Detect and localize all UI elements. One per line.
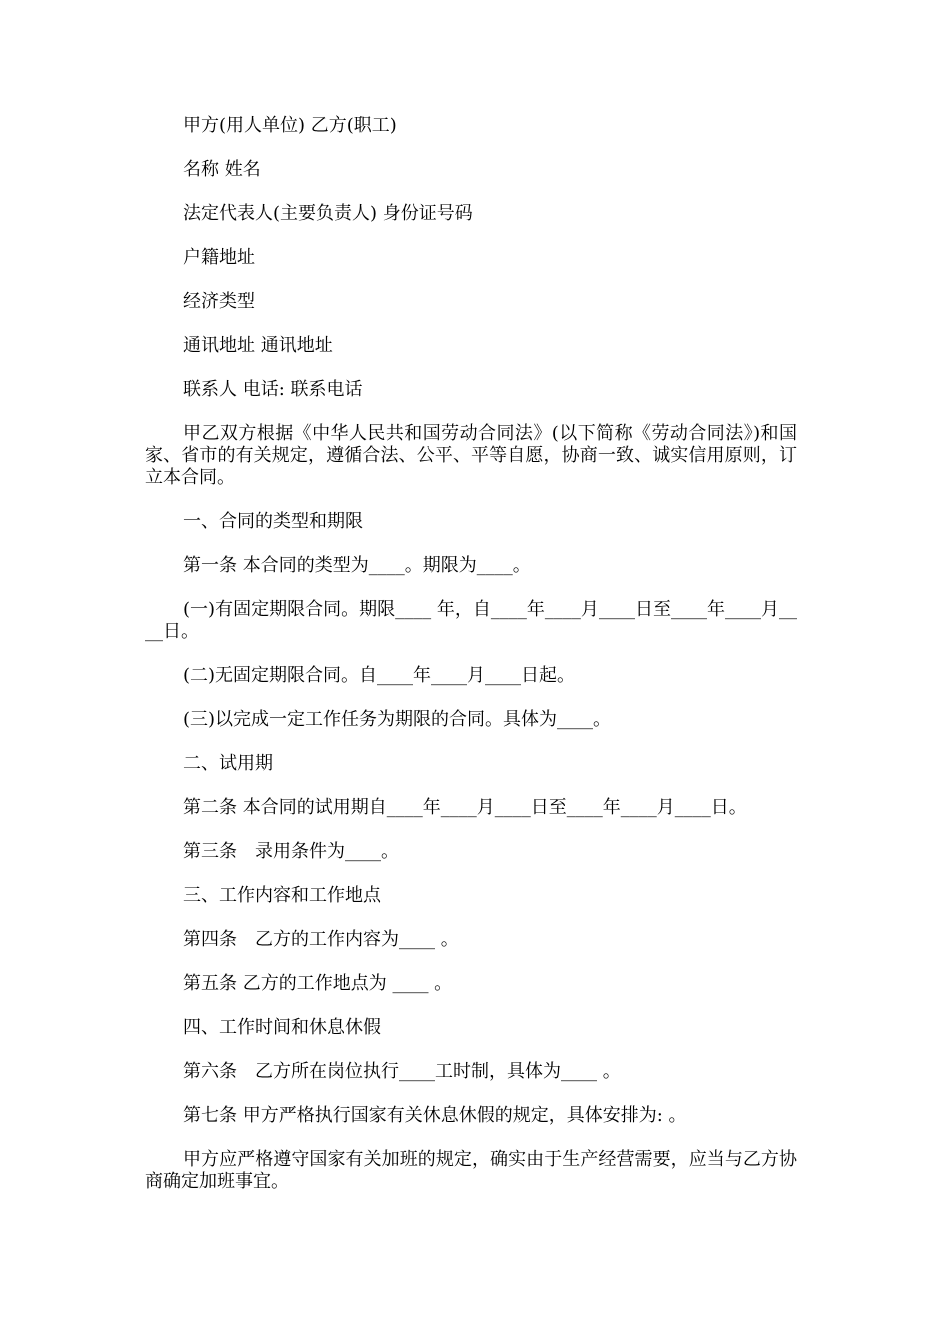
article-2: 第二条 本合同的试用期自____年____月____日至____年____月____日。 [183, 797, 747, 818]
party-header: 甲方(用人单位) 乙方(职工) [183, 115, 397, 136]
article-1-item-1: (一)有固定期限合同。期限____ 年，自____年____月____日至____年____月____日。 [145, 599, 797, 642]
article-5: 第五条 乙方的工作地点为 ____ 。 [183, 973, 453, 994]
article-1-item-2: (二)无固定期限合同。自____年____月____日起。 [183, 665, 576, 686]
article-1-item-3: (三)以完成一定工作任务为期限的合同。具体为____。 [183, 709, 612, 730]
article-7: 第七条 甲方严格执行国家有关休息休假的规定，具体安排为: 。 [183, 1105, 687, 1126]
article-3: 第三条 录用条件为____。 [183, 841, 399, 862]
article-6: 第六条 乙方所在岗位执行____工时制，具体为____ 。 [183, 1061, 621, 1082]
section-heading-1: 一、合同的类型和期限 [183, 511, 363, 532]
overtime-paragraph: 甲方应严格遵守国家有关加班的规定，确实由于生产经营需要，应当与乙方协商确定加班事宜。 [145, 1149, 797, 1192]
article-1: 第一条 本合同的类型为____。期限为____。 [183, 555, 531, 576]
section-heading-3: 三、工作内容和工作地点 [183, 885, 381, 906]
preamble-paragraph: 甲乙双方根据《中华人民共和国劳动合同法》(以下简称《劳动合同法》)和国家、省市的有关规定，遵循合法、公平、平等自愿，协商一致、诚实信用原则，订立本合同。 [145, 423, 797, 488]
contact-line: 联系人 电话: 联系电话 [183, 379, 363, 400]
representative-line: 法定代表人(主要负责人) 身份证号码 [183, 203, 473, 224]
household-address-line: 户籍地址 [183, 247, 255, 268]
section-heading-4: 四、工作时间和休息休假 [183, 1017, 381, 1038]
article-4: 第四条 乙方的工作内容为____ 。 [183, 929, 459, 950]
mailing-address-line: 通讯地址 通讯地址 [183, 335, 333, 356]
name-line: 名称 姓名 [183, 159, 261, 180]
contract-document [145, 115, 797, 1215]
section-heading-2: 二、试用期 [183, 753, 273, 774]
economic-type-line: 经济类型 [183, 291, 255, 312]
